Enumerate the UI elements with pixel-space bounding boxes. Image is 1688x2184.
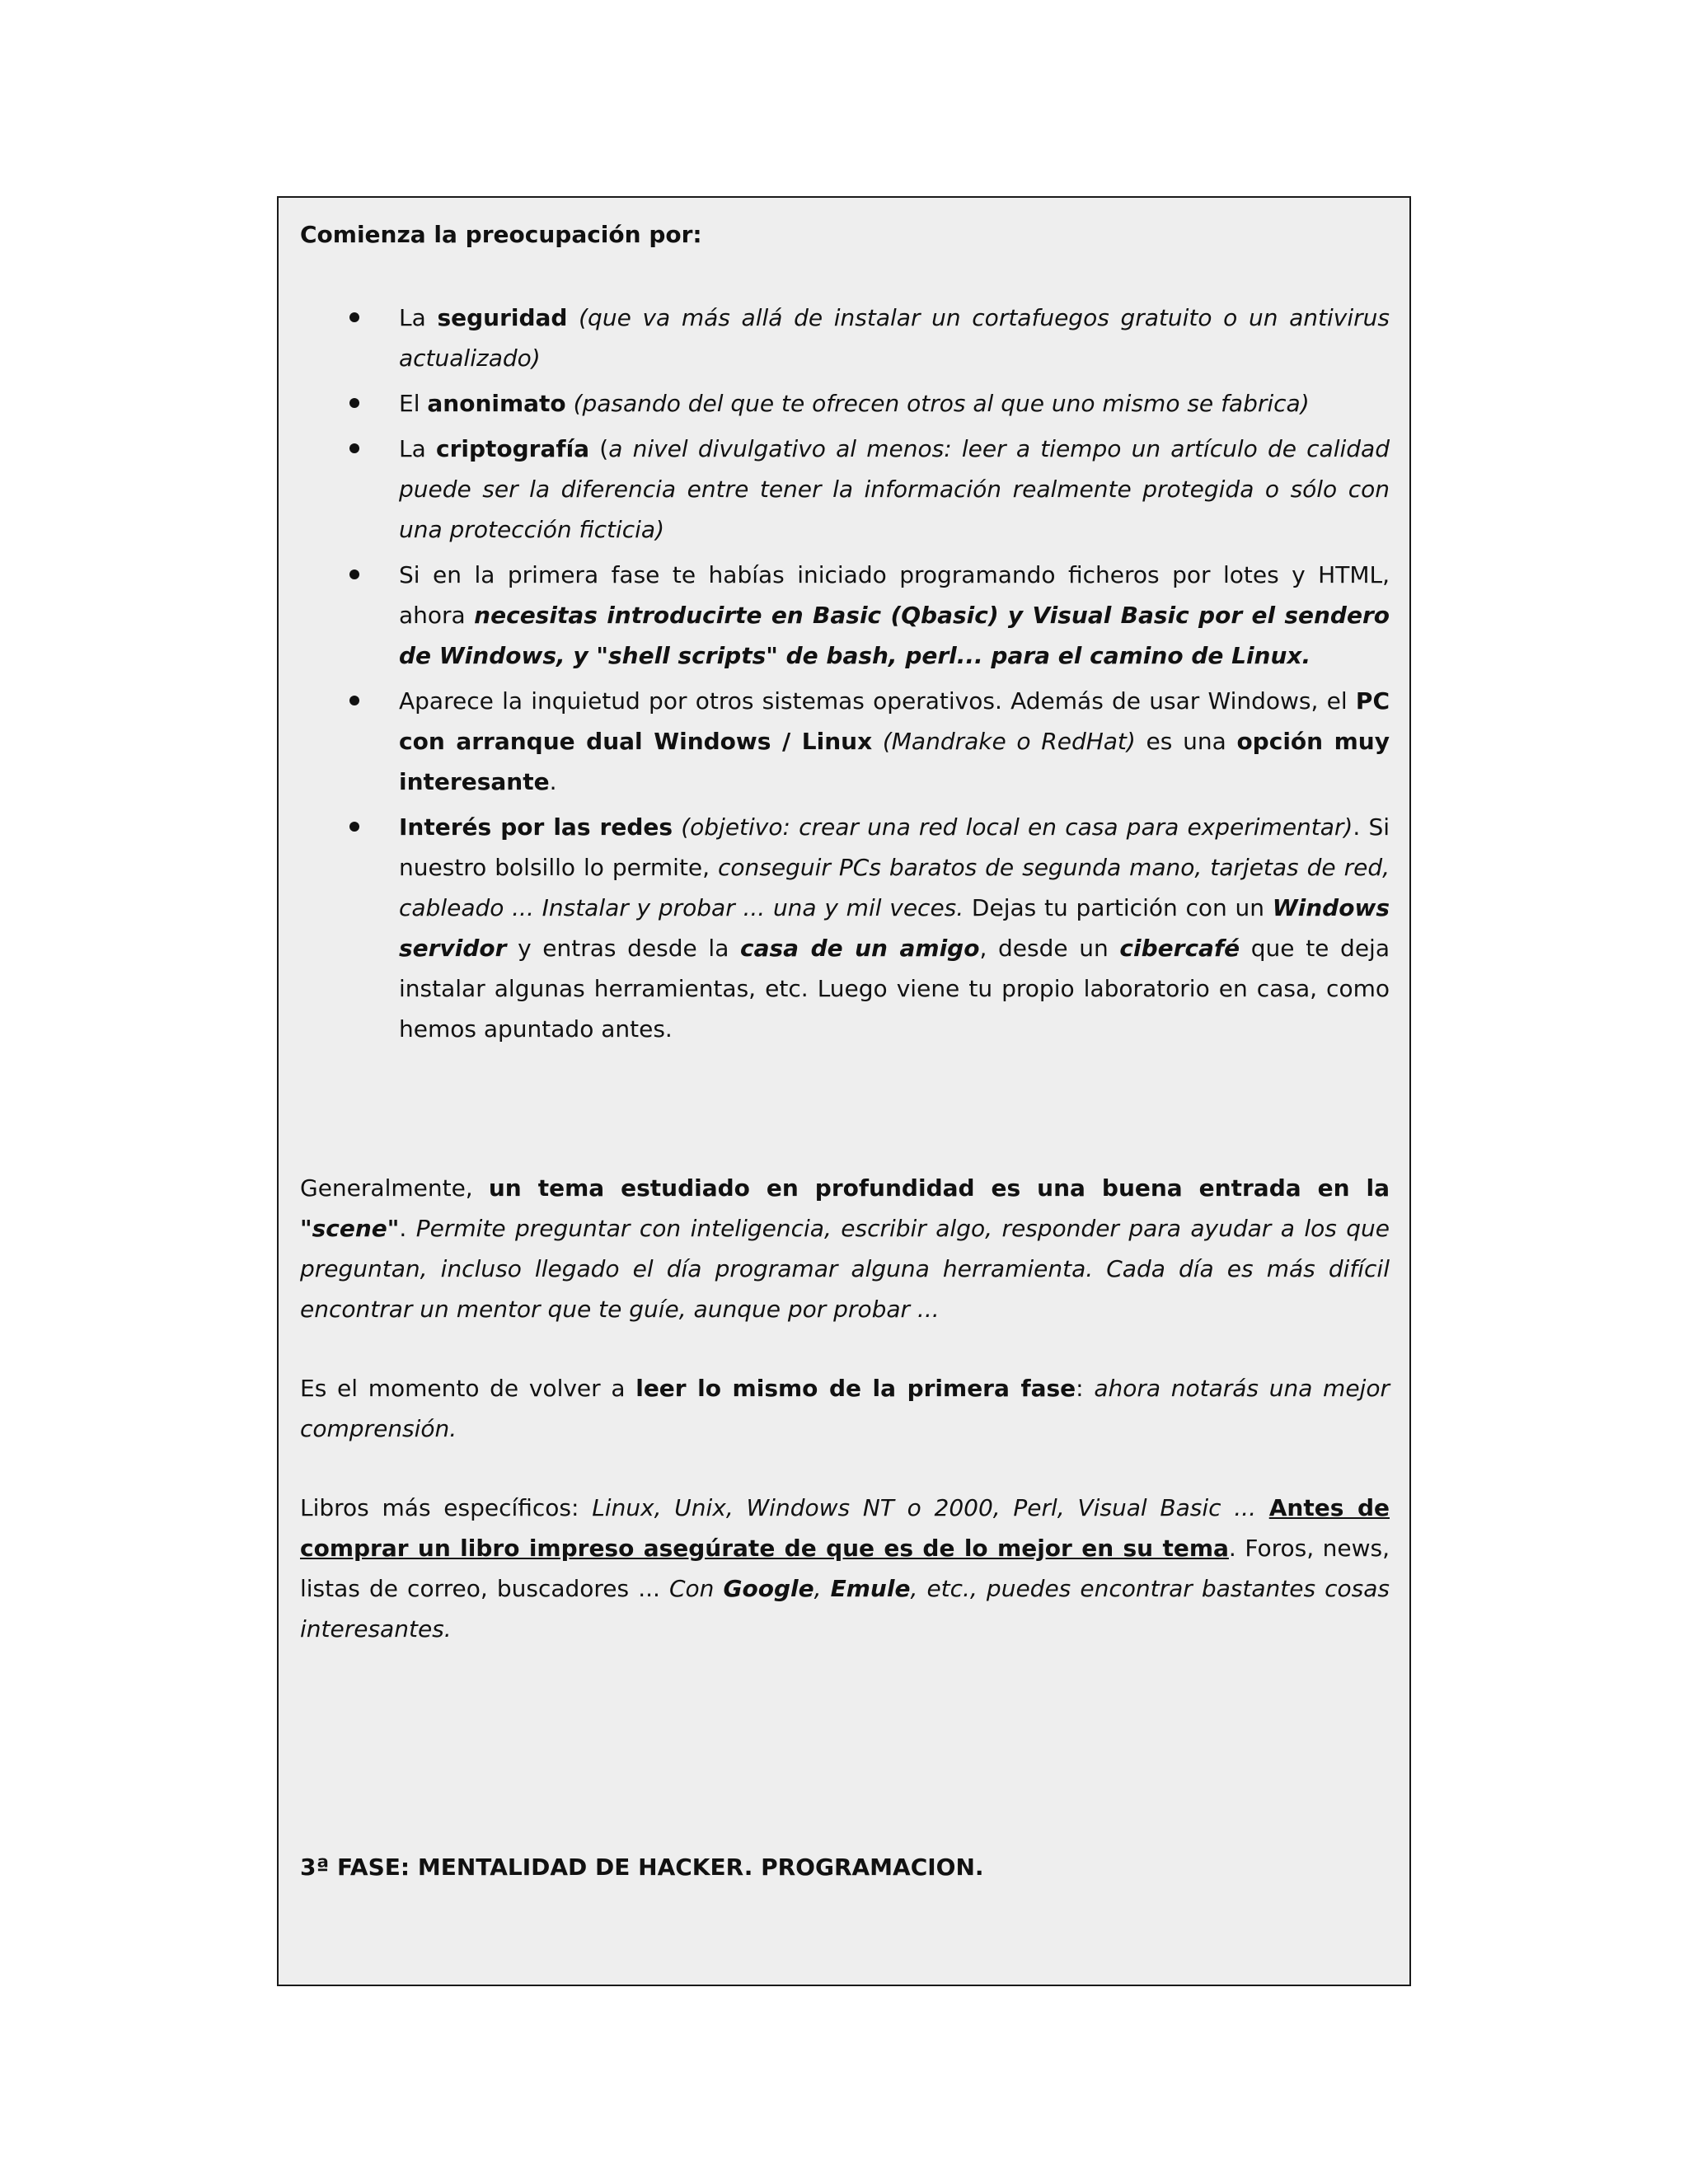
list-item-criptografia xyxy=(300,429,1390,550)
paragraph-scene xyxy=(300,1168,1390,1329)
list-item-text: Si en la primera fase te habías iniciado programando ficheros por lotes y HTML, ahora xyxy=(399,561,1390,629)
list-item-text: Aparece la inquietud por otros sistemas operativos. Además de usar Windows, el xyxy=(399,687,1356,715)
paragraph-text: : xyxy=(1076,1375,1095,1402)
paragraph-note: Permite preguntar con inteligencia, escribir algo, responder para ayudar a los que preguntan, incluso llegado el día programar alguna herramienta. Cada día es más difícil encontrar un mentor que te guíe, aunque por probar ... xyxy=(300,1215,1390,1323)
bullet-icon xyxy=(349,312,359,322)
paragraph-text: Libros más específicos: xyxy=(300,1494,593,1521)
paragraph-note: ahora notarás una mejor comprensión. xyxy=(300,1375,1390,1442)
list-item-anonimato xyxy=(300,383,1390,424)
list-item-text: , desde un xyxy=(979,935,1120,962)
list-item-note: a nivel divulgativo al menos: leer a tiempo un artículo de calidad puede ser la diferencia entre tener la información realmente protegida o sólo con una protección ficticia) xyxy=(399,435,1390,543)
document-content xyxy=(300,214,1390,1887)
paragraph-note: Linux, Unix, Windows NT o 2000, Perl, Visual Basic ... xyxy=(592,1494,1256,1521)
list-item-keyword: opción muy interesante xyxy=(399,728,1390,795)
section-heading: Comienza la preocupación por: xyxy=(300,221,702,248)
paragraph-note: , etc., puedes encontrar bastantes cosas interesantes. xyxy=(300,1575,1390,1643)
list-item-keyword: PC con arranque dual Windows / Linux xyxy=(399,687,1390,755)
list-item-text: ( xyxy=(589,435,609,462)
list-item-text: que te deja instalar algunas herramientas, etc. Luego viene tu propio laboratorio en casa, como hemos apuntado antes. xyxy=(399,935,1390,1043)
list-item-keyword: criptografía xyxy=(435,435,590,462)
concerns-list xyxy=(300,298,1390,1049)
paragraph-emphasis: leer lo mismo de la primera fase xyxy=(635,1375,1076,1402)
list-item-seguridad xyxy=(300,298,1390,378)
list-item-text: La xyxy=(399,304,438,331)
bullet-icon xyxy=(349,696,359,705)
section-title: 3ª FASE: MENTALIDAD DE HACKER. PROGRAMACION. xyxy=(300,1854,984,1881)
list-item-keyword: Interés por las redes xyxy=(399,813,673,841)
list-item-emphasis: cibercafé xyxy=(1119,935,1240,962)
paragraph-text: . Foros, news, listas de correo, buscadores ... xyxy=(300,1535,1390,1602)
list-item-note: (Mandrake o RedHat) xyxy=(872,728,1136,755)
paragraph-text: Es el momento de volver a xyxy=(300,1375,636,1402)
list-item-text: . Si nuestro bolsillo lo permite, xyxy=(399,813,1390,881)
paragraph-primera-fase xyxy=(300,1368,1390,1449)
paragraph-emphasis: "scene" xyxy=(300,1215,400,1242)
paragraph-text: . xyxy=(399,1215,416,1242)
paragraph-emphasis: un tema estudiado en profundidad es una buena entrada en la xyxy=(488,1174,1390,1202)
bullet-icon xyxy=(349,398,359,408)
paragraph-libros xyxy=(300,1488,1390,1649)
bullet-icon xyxy=(349,822,359,832)
list-item-note: conseguir PCs baratos de segunda mano, tarjetas de red, cableado ... Instalar y probar ... una y mil veces. xyxy=(399,854,1390,921)
paragraph-text: Generalmente, xyxy=(300,1174,489,1202)
list-item-sistemas-operativos xyxy=(300,681,1390,802)
list-item-note: (objetivo: crear una red local en casa para experimentar) xyxy=(673,813,1353,841)
bullet-icon xyxy=(349,443,359,453)
list-item-emphasis: casa de un amigo xyxy=(740,935,980,962)
list-item-text: . xyxy=(549,768,557,795)
paragraph-emphasis: Google xyxy=(723,1575,814,1602)
list-item-keyword: seguridad xyxy=(437,304,568,331)
list-item-redes xyxy=(300,807,1390,1049)
list-item-text: Dejas tu partición con un xyxy=(964,894,1273,921)
bullet-icon xyxy=(349,569,359,579)
list-item-emphasis: necesitas introducirte en Basic (Qbasic) y Visual Basic por el sendero de Windows, y "shell scripts" de bash, perl... para el camino de Linux. xyxy=(399,602,1390,669)
list-item-note: (que va más allá de instalar un cortafuegos gratuito o un antivirus actualizado) xyxy=(399,304,1390,372)
list-item-text: es una xyxy=(1135,728,1237,755)
list-item-programacion xyxy=(300,555,1390,676)
paragraph-underlined-emphasis: Antes de comprar un libro impreso asegúrate de que es de lo mejor en su tema xyxy=(300,1494,1390,1562)
list-item-note: (pasando del que te ofrecen otros al que uno mismo se fabrica) xyxy=(565,390,1310,417)
list-item-emphasis: Windows servidor xyxy=(399,894,1390,962)
paragraph-note: , xyxy=(814,1575,831,1602)
list-item-keyword: anonimato xyxy=(427,390,566,417)
paragraph-text xyxy=(1256,1494,1269,1521)
list-item-text: El xyxy=(399,390,428,417)
list-item-text: La xyxy=(399,435,436,462)
paragraph-note: Con xyxy=(669,1575,724,1602)
list-item-text: y entras desde la xyxy=(506,935,741,962)
document-frame xyxy=(277,196,1411,1986)
paragraph-emphasis: Emule xyxy=(830,1575,911,1602)
